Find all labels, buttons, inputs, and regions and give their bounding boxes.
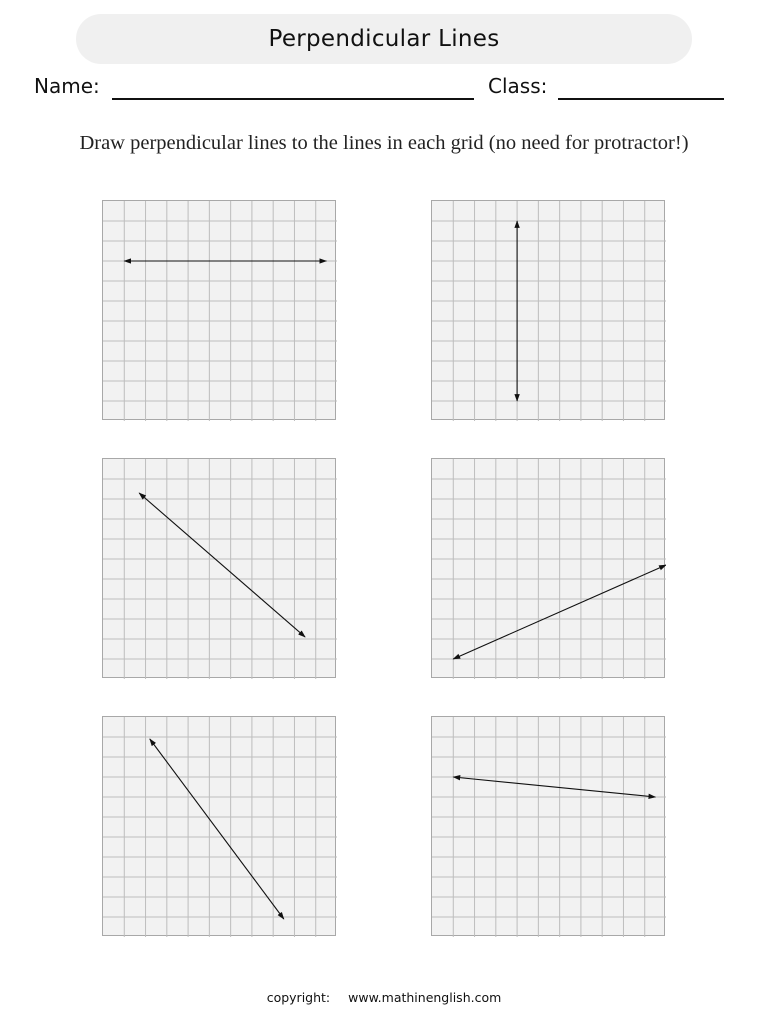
given-line-segment bbox=[453, 777, 655, 797]
grid-svg bbox=[103, 201, 337, 421]
problem-grid-1[interactable] bbox=[102, 200, 336, 420]
problem-grid-6[interactable] bbox=[431, 716, 665, 936]
class-blank-line[interactable] bbox=[558, 98, 724, 100]
student-info-row bbox=[34, 74, 734, 104]
instructions-text: Draw perpendicular lines to the lines in each grid (no need for protractor!) bbox=[79, 132, 689, 154]
page-title: Perpendicular Lines bbox=[268, 26, 500, 52]
grid-svg bbox=[432, 459, 666, 679]
grid-svg bbox=[432, 717, 666, 937]
grid-svg bbox=[432, 201, 666, 421]
footer bbox=[0, 990, 768, 1005]
problem-grid-4[interactable] bbox=[431, 458, 665, 678]
website-link[interactable]: www.mathinenglish.com bbox=[348, 990, 502, 1005]
given-line-segment bbox=[139, 493, 305, 637]
name-label: Name: bbox=[34, 74, 100, 98]
problem-grid-2[interactable] bbox=[431, 200, 665, 420]
copyright-label: copyright: bbox=[266, 990, 331, 1005]
grid-svg bbox=[103, 459, 337, 679]
given-line-segment bbox=[150, 739, 284, 919]
problem-grid-3[interactable] bbox=[102, 458, 336, 678]
name-blank-line[interactable] bbox=[112, 98, 474, 100]
class-label: Class: bbox=[488, 74, 548, 98]
title-banner bbox=[76, 14, 692, 64]
problem-grid-5[interactable] bbox=[102, 716, 336, 936]
grid-svg bbox=[103, 717, 337, 937]
